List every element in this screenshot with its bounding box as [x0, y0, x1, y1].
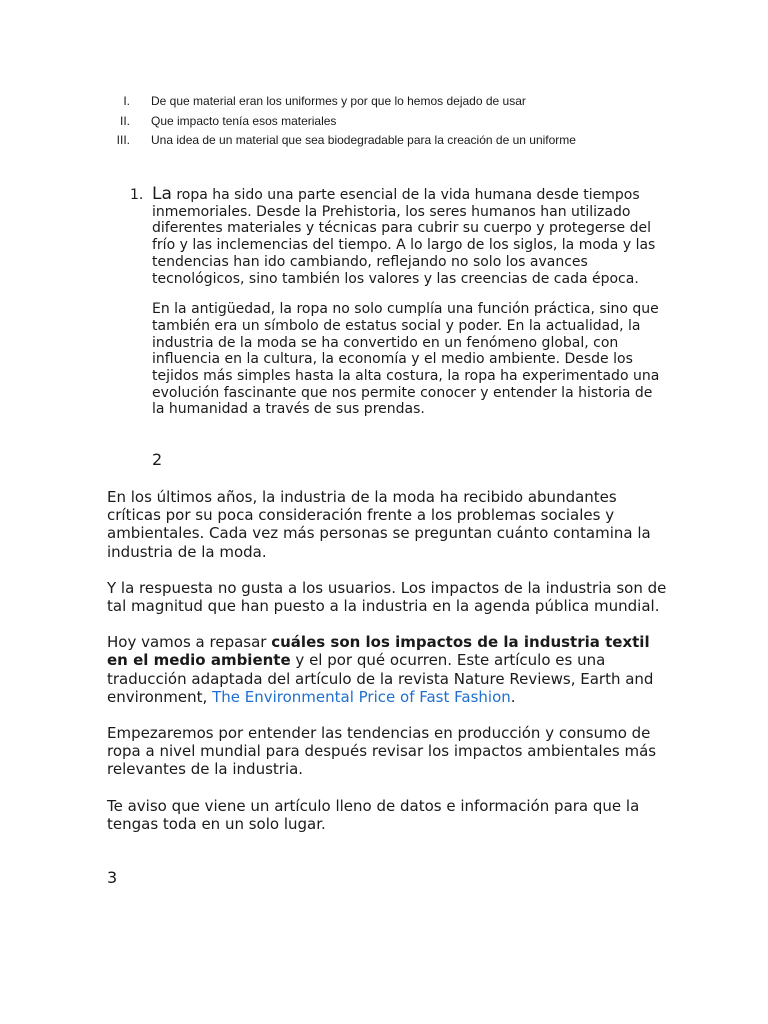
list-item-text: De que material eran los uniformes y por que lo hemos dejado de usar: [151, 94, 526, 108]
first-word: La: [152, 184, 172, 204]
list-item-text: Una idea de un material que sea biodegradable para la creación de un uniforme: [151, 133, 576, 147]
paragraph: En los últimos años, la industria de la moda ha recibido abundantes críticas por su poca consideración frente a los problemas sociales y ambientales. Cada vez más personas se preguntan cuánto contamina la industria de la moda.: [107, 488, 651, 561]
roman-numbered-list: [100, 92, 720, 151]
section-one: [130, 186, 660, 432]
list-item: [100, 92, 720, 112]
list-item: [100, 112, 720, 132]
paragraph-text: Hoy vamos a repasar: [107, 633, 272, 652]
paragraph: [107, 633, 667, 706]
list-item-text: Que impacto tenía esos materiales: [151, 113, 337, 128]
list-item-number: III.: [116, 133, 130, 147]
paragraph-text: .: [510, 687, 516, 706]
list-item: [100, 131, 720, 151]
main-article-text: [107, 488, 667, 851]
section-marker: 3: [107, 868, 118, 887]
article-link[interactable]: The Environmental Price of Fast Fashion: [212, 687, 511, 706]
section-paragraph: En la antigüedad, la ropa no solo cumplía una función práctica, sino que también era un símbolo de estatus social y poder. En la actualidad, la industria de la moda se ha convertido en un fenómeno global, con influencia en la cultura, la economía y el medio ambiente. Desde los tejidos más simples hasta la alta costura, la ropa ha experimentado una evolución fascinante que nos permite conocer y entender la historia de la humanidad a través de sus prendas.: [152, 301, 660, 418]
list-item-number: I.: [123, 94, 130, 108]
section-marker: 2: [152, 450, 163, 469]
paragraph: Y la respuesta no gusta a los usuarios. Los impactos de la industria son de tal magnitud que han puesto a la industria en la agenda pública mundial.: [107, 578, 667, 616]
section-number: 1.: [130, 187, 144, 203]
list-item-number: II.: [119, 113, 130, 128]
paragraph: Empezaremos por entender las tendencias en producción y consumo de ropa a nivel mundial para después revisar los impactos ambientales más relevantes de la industria.: [107, 724, 657, 779]
paragraph-text: y el por qué ocurren. Este artículo es una traducción adaptada del artículo de la revista Nature Reviews, Earth and environment,: [107, 651, 654, 706]
paragraph-text: ropa ha sido una parte esencial de la vida humana desde tiempos inmemoriales. Desde la Prehistoria, los seres humanos han utilizado diferentes materiales y técnicas para cubrir su cuerpo y protegerse del frío y las inclemencias del tiempo. A lo largo de los siglos, la moda y las tendencias han ido cambiando, reflejando no solo los avances tecnológicos, sino también los valores y las creencias de cada época.: [152, 187, 656, 287]
section-body: [152, 186, 660, 418]
bold-text: cuáles son los impactos de la industria textil en el medio ambiente: [107, 633, 650, 670]
section-paragraph: [152, 186, 660, 287]
paragraph: Te aviso que viene un artículo lleno de datos e información para que la tengas toda en un solo lugar.: [107, 796, 640, 833]
